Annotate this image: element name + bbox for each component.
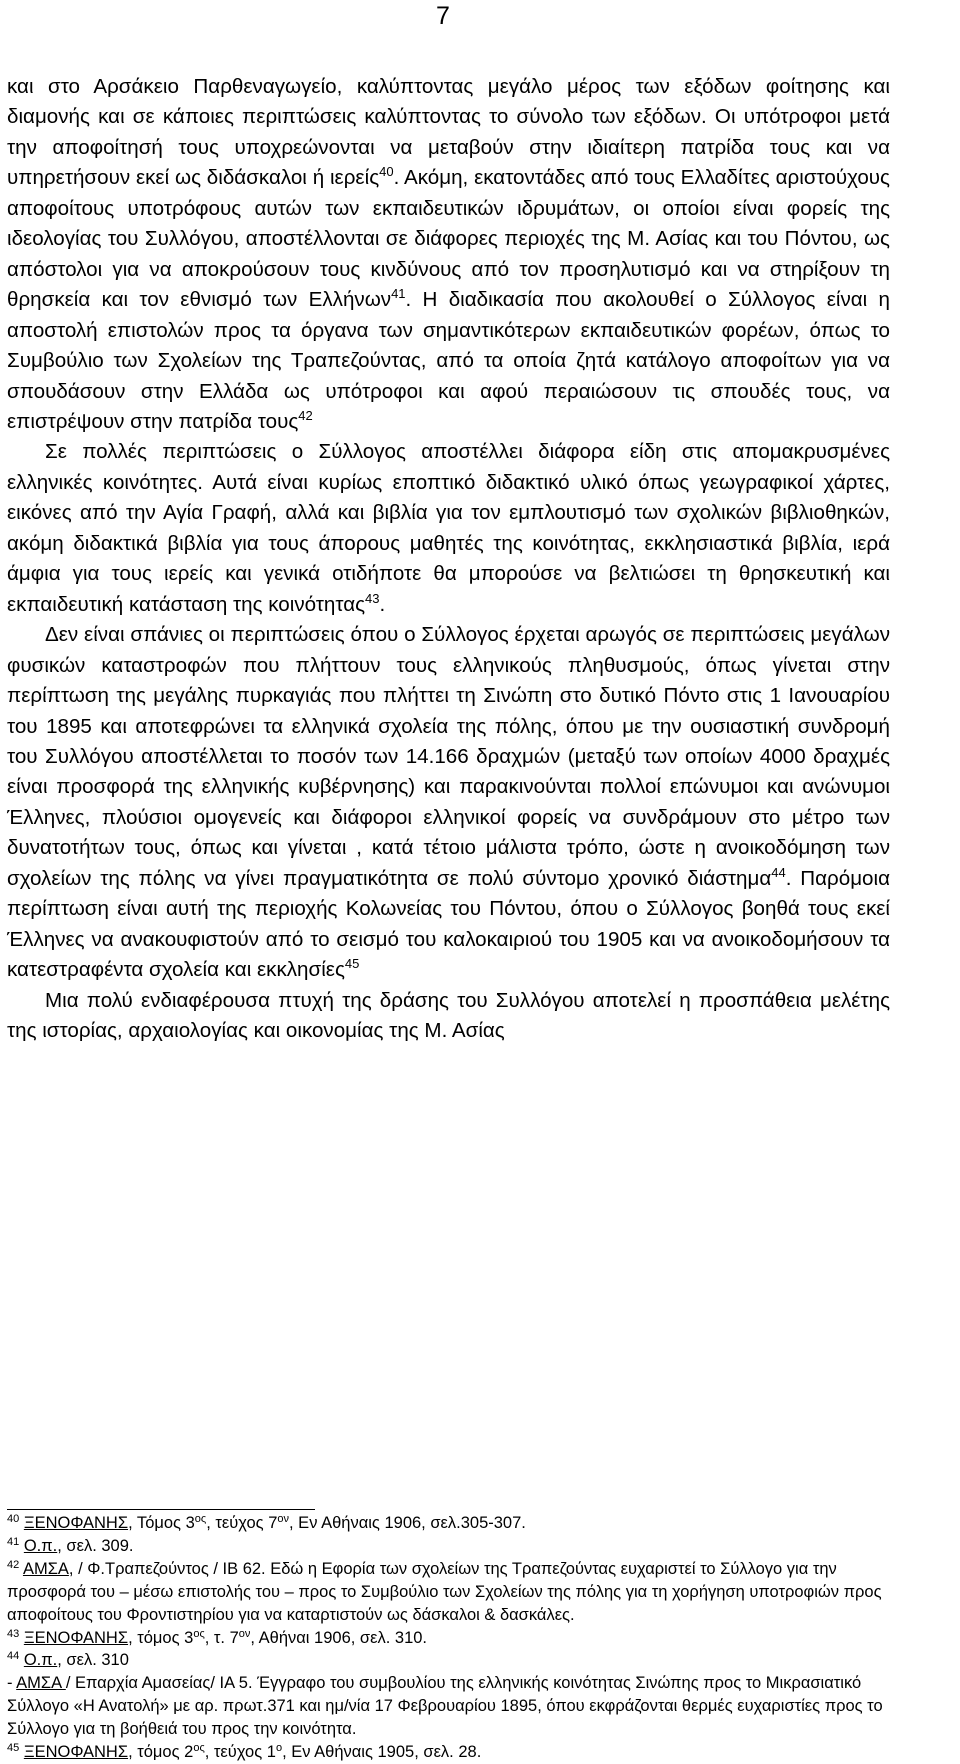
paragraph (7, 986, 890, 1047)
paragraph (7, 72, 890, 437)
footnote-ref: ος (193, 1742, 205, 1755)
text-run: , Εν Αθήναις 1906, σελ.305-307. (289, 1514, 526, 1532)
text-run: . Ακόμη, εκατοντάδες από τους Ελλαδίτες αριστούχους αποφοίτους υποτρόφους αυτών των εκπαιδευτικών ιδρυμάτων, οι οποίοι είναι φορείς της ιδεολογίας του Συλλόγου, αποστέλλονται σε διάφορες περιοχές της Μ. Ασίας και του Πόντου, ως απόστολοι για να αποκρούσουν τους κινδύνους από τον προσηλυτισμό και να στηρίξουν τη θρησκεία και τον εθνισμό των Ελλήνων (7, 166, 890, 312)
footnote-ref: 43 (7, 1627, 20, 1640)
text-run: και στο Αρσάκειο Παρθεναγωγείο, καλύπτοντας μεγάλο μέρος των εξόδων φοίτησης και διαμονής και σε κάποιες περιπτώσεις καλύπτοντας το σύνολο των εξόδων. Οι υπότροφοι μετά την αποφοίτησή τους υποχρεώνονται να μεταβούν στην ιδιαίτερη πατρίδα τους και να υπηρετήσουν εκεί ως διδάσκαλοι ή ιερείς (7, 75, 890, 190)
footnote-ref: 42 (298, 407, 313, 423)
text-run: , / Φ.Τραπεζούντος / ΙΒ 62. Εδώ η Εφορία των σχολείων της Τραπεζούντας ευχαριστεί το Σύλλογο για την προσφορά του – μέσω επιστολής του – προς το Συμβούλιο των Σχολείων της πόλης για τη χορήγηση υποτροφιών προς αποφοίτους του Φροντιστηρίου για να καταρτιστούν ως δάσκαλοι & δασκάλες. (7, 1559, 882, 1624)
footnote-ref: 43 (365, 590, 380, 606)
source-abbreviation: ΞΕΝΟΦΑΝΗΣ (23, 1743, 129, 1762)
text-run: , τ. 7 (204, 1628, 239, 1647)
text-run: Μια πολύ ενδιαφέρουσα πτυχή της δράσης του Συλλόγου αποτελεί η προσπάθεια μελέτης της ιστορίας, αρχαιολογίας και οικονομίας της Μ. Ασίας (7, 988, 890, 1043)
footnote (7, 1672, 890, 1741)
text-run: , Αθήναι 1906, σελ. 310. (250, 1628, 428, 1647)
text-run: . Η διαδικασία που ακολουθεί ο Σύλλογος είναι η αποστολή επιστολών προς τα όργανα των σημαντικότερων εκπαιδευτικών φορέων, όπως το Συμβούλιο των Σχολείων της Τραπεζούντας, από τα οποία ζητά κατάλογο αποφοίτων για να σπουδάσουν στην Ελλάδα ως υπότροφοι και αφού περαιώσουν τις σπουδές τους, να επιστρέψουν στην πατρίδα τους (7, 288, 890, 433)
source-abbreviation: Ο.π. (23, 1536, 58, 1555)
footnote-ref: 45 (344, 956, 360, 972)
source-abbreviation: ΑΜΣΑ (22, 1559, 69, 1578)
paragraph (7, 437, 890, 620)
text-run: , Εν Αθήναις 1905, σελ. 28. (282, 1743, 482, 1762)
footnote (7, 1535, 890, 1558)
text-run: . (379, 592, 386, 616)
footnote-ref: ον (277, 1513, 290, 1525)
footnote-ref: 41 (391, 286, 406, 302)
footnote (7, 1512, 890, 1535)
source-abbreviation: ΞΕΝΟΦΑΝΗΣ (23, 1514, 129, 1532)
text-run: , τεύχος 1 (204, 1743, 276, 1762)
footnote-ref: 45 (7, 1742, 20, 1755)
text-run: Δεν είναι σπάνιες οι περιπτώσεις όπου ο Σύλλογος έρχεται αρωγός σε περιπτώσεις μεγάλων φυσικών καταστροφών που πλήττουν τους ελληνικούς πληθυσμούς, όπως γίνεται στην περίπτωση της μεγάλης πυρκαγιάς που πλήττει τη Σινώπη στο δυτικό Πόντο στις 1 Ιανουαρίου του 1895 και αποτεφρώνει τα ελληνικά σχολεία της πόλης, όπου με την ουσιαστική συνδρομή του Συλλόγου αποστέλλεται το ποσόν των 14.166 δραχμών (μεταξύ των οποίων 4000 δραχμές είναι προσφορά της ελληνικής κυβέρνησης) και παρακινούνται πολλοί επώνυμοι και ανώνυμοι Έλληνες, πλούσιοι ομογενείς και διάφοροι ελληνικοί φορείς να συνδράμουν στο μέτρο των δυνατοτήτων τους, όπως και γίνεται , κατά τέτοιο μάλιστα τρόπο, ώστε η ανοικοδόμηση των σχολείων της πόλης να γίνει πραγματικότητα σε πολύ σύντομο χρονικό διάστημα (7, 623, 890, 890)
footnote-ref: 41 (7, 1535, 20, 1548)
footnote-ref: 44 (7, 1650, 20, 1663)
footnote (7, 1627, 890, 1650)
footnote-ref: ο (275, 1742, 283, 1755)
footnote (7, 1649, 890, 1672)
footnote-divider (7, 1509, 315, 1510)
text-run: , σελ. 309. (57, 1536, 134, 1555)
footnote-ref: ος (193, 1627, 205, 1640)
footnote-ref: ος (194, 1513, 207, 1525)
source-abbreviation: ΞΕΝΟΦΑΝΗΣ (23, 1628, 129, 1647)
text-run: , τόμος 2 (128, 1743, 194, 1762)
text-run: - (7, 1674, 17, 1693)
text-run: , τόμος 3 (128, 1628, 194, 1647)
text-run: . Παρόμοια περίπτωση είναι αυτή της περιοχής Κολωνείας του Πόντου, όπου ο Σύλλογος βοηθά τους εκεί Έλληνες να ανακουφιστούν από το σεισμό του καλοκαιριού του 1905 και να ανοικοδομήσουν τα κατεστραφέντα σχολεία και εκκλησίες (7, 866, 890, 982)
body-text (7, 72, 890, 1047)
source-abbreviation: Ο.π. (23, 1651, 58, 1670)
text-run: / Επαρχία Αμασείας/ ΙΑ 5. Έγγραφο του συμβουλίου της ελληνικής κοινότητας Σινώπης προς το Μικρασιατικό Σύλλογο «Η Ανατολή» με αρ. πρωτ.371 και ημ/νία 17 Φεβρουαρίου 1895, όπου εκφράζονται θερμές ευχαριστίες προς το Σύλλογο για τη βοήθειά του προς την κοινότητα. (7, 1674, 883, 1739)
text-run: , σελ. 310 (57, 1651, 129, 1670)
paragraph (7, 620, 890, 985)
footnote (7, 1741, 890, 1764)
text-run: Σε πολλές περιπτώσεις ο Σύλλογος αποστέλλει διάφορα είδη στις απομακρυσμένες ελληνικές κοινότητες. Αυτά είναι κυρίως εποπτικό διδακτικό υλικό όπως γεωγραφικοί χάρτες, εικόνες από την Αγία Γραφή, αλλά και βιβλία για τον εμπλουτισμό των σχολικών βιβλιοθηκών, ακόμη διδακτικά βιβλία για τους άπορους μαθητές της κοινότητας, εκκλησιαστικά βιβλία, ιερά άμφια για τους ιερείς και γενικά οτιδήποτε θα μπορούσε να βελτιώσει τη θρησκευτική και εκπαιδευτική κατάσταση της κοινότητας (7, 440, 890, 616)
footnote-ref: 44 (771, 864, 786, 880)
text-run: , Τόμος 3 (128, 1514, 195, 1532)
footnote-ref: 40 (379, 164, 394, 180)
text-run: , τεύχος 7 (206, 1514, 278, 1532)
source-abbreviation: ΑΜΣΑ (16, 1674, 66, 1693)
footnote-ref: ον (238, 1627, 251, 1640)
footnotes (7, 1512, 890, 1764)
footnote (7, 1558, 890, 1627)
page-number: 7 (436, 2, 450, 30)
footnote-ref: 40 (7, 1513, 20, 1525)
footnote-ref: 42 (7, 1558, 20, 1571)
